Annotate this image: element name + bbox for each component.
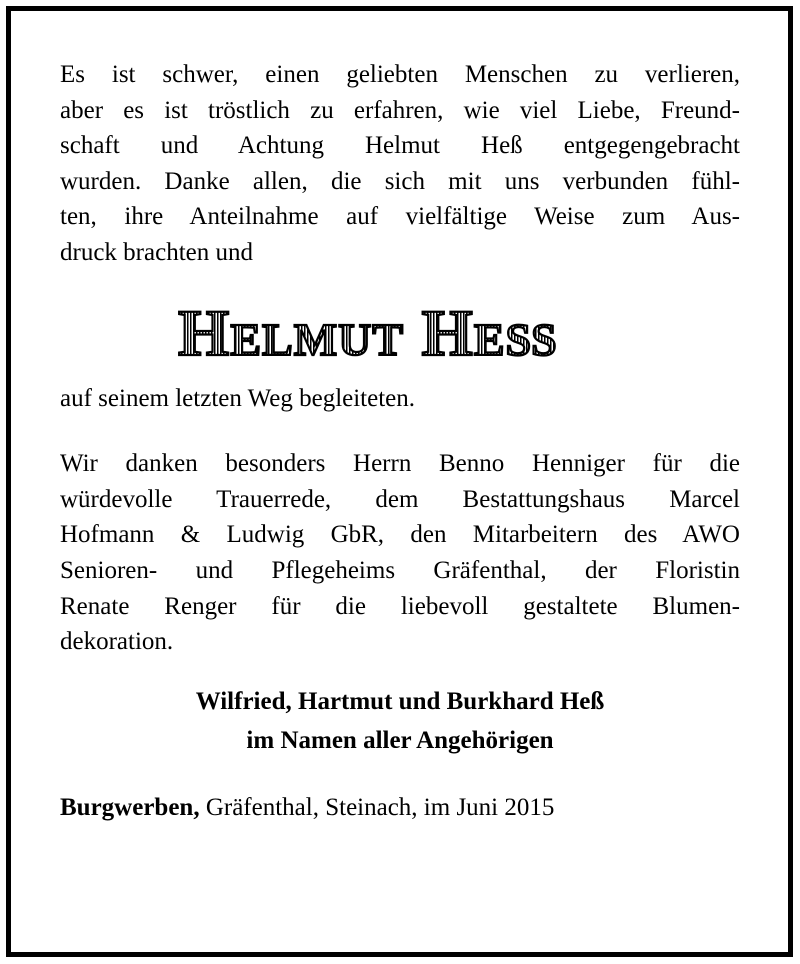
thanks-line: Renate Renger für die liebevoll gestaltete Blumen- xyxy=(60,592,740,620)
after-name-paragraph xyxy=(60,381,740,417)
deceased-name xyxy=(60,295,740,371)
thanks-line: würdevolle Trauerrede, dem Bestattungshaus Marcel xyxy=(60,485,740,513)
signers-subtitle: im Namen aller Angehörigen xyxy=(246,726,554,754)
thanks-paragraph xyxy=(60,446,740,660)
place-bold: Burgwerben, xyxy=(60,793,200,821)
deceased-name-text: Helmut Heß xyxy=(178,296,558,370)
deceased-name-graphic xyxy=(178,295,628,371)
intro-line: aber es ist tröstlich zu erfahren, wie viel Liebe, Freund- xyxy=(60,96,740,124)
after-name-line: auf seinem letzten Weg begleiteten. xyxy=(60,384,416,412)
intro-line: ten, ihre Anteilnahme auf vielfältige Weise zum Aus- xyxy=(60,203,740,231)
thanks-line: dekoration. xyxy=(60,628,174,656)
intro-paragraph xyxy=(60,57,740,271)
place-rest: Gräfenthal, Steinach, im Juni 2015 xyxy=(199,793,555,821)
thanks-line: Hofmann & Ludwig GbR, den Mitarbeitern des AWO xyxy=(60,521,740,549)
signers-block xyxy=(60,682,740,760)
signers-names: Wilfried, Hartmut und Burkhard Heß xyxy=(195,687,605,715)
thanks-line: Wir danken besonders Herrn Benno Henniger für die xyxy=(60,450,740,478)
intro-line: wurden. Danke allen, die sich mit uns verbunden fühl- xyxy=(60,167,740,195)
intro-line: schaft und Achtung Helmut Heß entgegengebracht xyxy=(60,132,740,160)
place-date-line xyxy=(60,790,740,826)
intro-line: druck brachten und xyxy=(60,238,253,266)
obituary-notice xyxy=(60,57,740,826)
intro-line: Es ist schwer, einen geliebten Menschen zu verlieren, xyxy=(60,61,740,88)
thanks-line: Senioren- und Pflegeheims Gräfenthal, der Floristin xyxy=(60,556,740,584)
